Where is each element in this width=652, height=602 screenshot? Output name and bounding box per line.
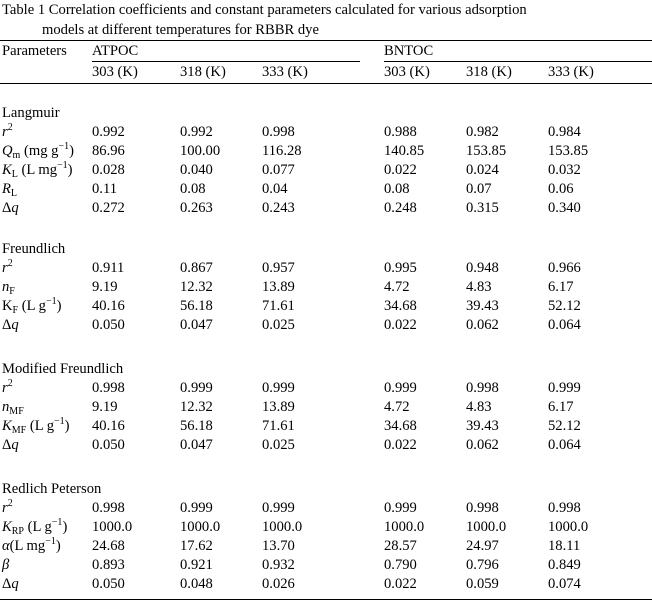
table-cell-value: 0.992 (180, 124, 213, 140)
parameter-unit: (L mg (17, 162, 58, 178)
table-cell-value: 0.032 (548, 162, 581, 178)
table-cell-value: 0.263 (180, 200, 213, 216)
table-cell-value: 34.68 (384, 298, 417, 314)
table-cell-value: 140.85 (384, 143, 425, 159)
caption-line-2: models at different temperatures for RBBR dye (42, 22, 319, 38)
table-cell-value: 0.999 (262, 500, 295, 516)
table-cell-value: 0.028 (92, 162, 125, 178)
parameter-symbol: K (2, 418, 12, 434)
parameter-symbol-tail: q (11, 200, 19, 216)
parameter-label (2, 417, 70, 435)
table-cell-value: 9.19 (92, 279, 118, 295)
parameter-superscript: 2 (7, 122, 13, 133)
parameter-symbol: R (2, 181, 11, 197)
table-cell-value: 0.998 (548, 500, 581, 516)
parameter-symbol: K (2, 162, 12, 178)
table-cell-value: 0.999 (384, 380, 417, 396)
table-cell-value: 0.790 (384, 557, 417, 573)
parameter-label (2, 436, 19, 454)
table-cell-value: 0.998 (466, 500, 499, 516)
parameter-unit-close: ) (67, 162, 73, 178)
table-cell-value: 0.08 (180, 181, 206, 197)
parameter-subscript: L (10, 188, 18, 199)
table-cell-value: 0.08 (384, 181, 410, 197)
table-cell-value: 0.999 (384, 500, 417, 516)
parameter-label (2, 161, 73, 179)
table-cell-value: 24.68 (92, 538, 125, 554)
parameter-label (2, 278, 15, 296)
parameter-symbol-tail: q (11, 576, 19, 592)
parameter-unit-exponent: −1 (45, 536, 56, 547)
table-cell-value: 1000.0 (466, 519, 507, 535)
table-cell-value: 71.61 (262, 418, 295, 434)
table-cell-value: 28.57 (384, 538, 417, 554)
table-cell-value: 0.064 (548, 437, 581, 453)
table-cell-value: 0.966 (548, 260, 581, 276)
table-cell-value: 0.050 (92, 317, 125, 333)
table-cell-value: 0.984 (548, 124, 581, 140)
table-cell-value: 39.43 (466, 418, 499, 434)
header-bottom-rule (0, 83, 652, 84)
table-cell-value: 0.059 (466, 576, 499, 592)
table-cell-value: 1000.0 (262, 519, 303, 535)
table-cell-value: 40.16 (92, 418, 125, 434)
table-cell-value: 6.17 (548, 279, 574, 295)
parameter-label (2, 199, 19, 217)
table-cell-value: 4.83 (466, 399, 492, 415)
parameter-superscript: 2 (7, 498, 13, 509)
parameter-unit: (L g (26, 418, 55, 434)
parameter-symbol: Δ (2, 200, 12, 216)
parameter-unit-exponent: −1 (45, 296, 57, 307)
parameter-label (2, 556, 9, 574)
table-cell-value: 71.61 (262, 298, 295, 314)
table-cell-value: 0.340 (548, 200, 581, 216)
table-cell-value: 0.982 (466, 124, 499, 140)
header-temp: 318 (K) (466, 64, 512, 80)
header-temp: 333 (K) (262, 64, 308, 80)
table-cell-value: 0.050 (92, 576, 125, 592)
table-cell-value: 153.85 (466, 143, 507, 159)
parameter-symbol: K (2, 298, 13, 314)
parameter-label (2, 537, 61, 555)
parameter-symbol-tail: q (11, 317, 19, 333)
table-cell-value: 0.957 (262, 260, 295, 276)
parameter-symbol: Δ (2, 317, 12, 333)
section-title: Langmuir (2, 105, 60, 121)
parameter-unit-close: ) (69, 143, 74, 159)
parameter-label (2, 575, 19, 593)
table-cell-value: 4.72 (384, 279, 410, 295)
table-cell-value: 0.893 (92, 557, 125, 573)
parameter-label (2, 316, 19, 334)
table-cell-value: 0.025 (262, 317, 295, 333)
parameter-symbol: r (2, 124, 8, 140)
table-cell-value: 0.047 (180, 317, 213, 333)
parameter-symbol: Δ (2, 576, 12, 592)
table-cell-value: 13.89 (262, 399, 295, 415)
table-cell-value: 0.04 (262, 181, 288, 197)
table-cell-value: 4.72 (384, 399, 410, 415)
parameter-subscript: MF (11, 425, 27, 436)
atpoc-rule (92, 61, 360, 62)
table-cell-value: 0.022 (384, 437, 417, 453)
parameter-symbol: r (2, 500, 8, 516)
table-cell-value: 0.999 (262, 380, 295, 396)
table-cell-value: 1000.0 (92, 519, 133, 535)
header-temp: 318 (K) (180, 64, 226, 80)
parameter-label (2, 518, 67, 536)
table-cell-value: 0.064 (548, 317, 581, 333)
table-cell-value: 0.867 (180, 260, 213, 276)
parameter-symbol: Q (2, 143, 13, 159)
parameter-label (2, 379, 13, 397)
table-cell-value: 0.998 (466, 380, 499, 396)
parameter-symbol: n (2, 399, 10, 415)
table-cell-value: 12.32 (180, 279, 213, 295)
bntoc-rule (384, 61, 652, 62)
bottom-rule (0, 599, 652, 600)
section-title: Freundlich (2, 241, 66, 257)
table-cell-value: 0.315 (466, 200, 499, 216)
table-cell-value: 0.11 (92, 181, 117, 197)
parameter-symbol-tail: q (11, 437, 19, 453)
table-cell-value: 0.998 (92, 380, 125, 396)
caption-line-1: Table 1 Correlation coefficients and constant parameters calculated for various adsorption (2, 2, 527, 18)
table-cell-value: 0.022 (384, 576, 417, 592)
parameter-symbol: K (2, 519, 12, 535)
parameter-subscript: RP (11, 526, 24, 537)
table-cell-value: 1000.0 (384, 519, 425, 535)
table-cell-value: 0.040 (180, 162, 213, 178)
parameter-label (2, 297, 61, 315)
table-cell-value: 52.12 (548, 298, 581, 314)
parameter-unit-close: ) (55, 538, 61, 554)
table-cell-value: 12.32 (180, 399, 213, 415)
table-cell-value: 34.68 (384, 418, 417, 434)
parameter-unit-exponent: −1 (54, 416, 65, 427)
table-cell-value: 116.28 (262, 143, 302, 159)
parameter-subscript: F (12, 305, 19, 316)
parameter-symbol: α (2, 538, 10, 554)
table-cell-value: 13.89 (262, 279, 295, 295)
header-temp: 303 (K) (384, 64, 430, 80)
table-cell-value: 0.06 (548, 181, 574, 197)
parameter-label (2, 398, 24, 416)
parameter-unit: (mg g (20, 143, 59, 159)
parameter-symbol: r (2, 380, 8, 396)
table-cell-value: 0.911 (92, 260, 125, 276)
parameter-symbol: n (2, 279, 10, 295)
table-cell-value: 0.272 (92, 200, 125, 216)
header-group-bntoc: BNTOC (384, 43, 434, 59)
table-cell-value: 0.026 (262, 576, 295, 592)
parameter-unit-exponent: −1 (58, 141, 70, 152)
table-cell-value: 0.074 (548, 576, 581, 592)
table-cell-value: 153.85 (548, 143, 589, 159)
header-parameters: Parameters (2, 43, 67, 59)
parameter-symbol: Δ (2, 437, 12, 453)
table-cell-value: 0.849 (548, 557, 581, 573)
table-cell-value: 13.70 (262, 538, 295, 554)
parameter-unit-close: ) (64, 418, 70, 434)
table-cell-value: 86.96 (92, 143, 125, 159)
table-cell-value: 24.97 (466, 538, 499, 554)
table-cell-value: 18.11 (548, 538, 581, 554)
table-cell-value: 1000.0 (180, 519, 221, 535)
table-cell-value: 6.17 (548, 399, 574, 415)
table-cell-value: 40.16 (92, 298, 125, 314)
parameter-unit-close: ) (56, 298, 62, 314)
parameter-symbol: β (2, 557, 10, 573)
parameter-label (2, 259, 13, 277)
parameter-subscript: F (9, 286, 15, 297)
parameter-label (2, 180, 17, 198)
header-temp: 333 (K) (548, 64, 594, 80)
table-cell-value: 0.921 (180, 557, 213, 573)
table-cell-value: 0.077 (262, 162, 295, 178)
parameter-subscript: m (12, 150, 21, 161)
table-cell-value: 100.00 (180, 143, 221, 159)
parameter-unit-exponent: −1 (51, 517, 63, 528)
table-cell-value: 0.048 (180, 576, 213, 592)
parameter-subscript: L (11, 169, 18, 180)
table-cell-value: 0.07 (466, 181, 492, 197)
table-cell-value: 0.948 (466, 260, 499, 276)
parameter-superscript: 2 (7, 378, 13, 389)
header-temp: 303 (K) (92, 64, 138, 80)
parameter-label (2, 142, 74, 160)
header-group-atpoc: ATPOC (92, 43, 139, 59)
table-cell-value: 0.243 (262, 200, 295, 216)
parameter-superscript: 2 (7, 258, 13, 269)
table-cell-value: 0.999 (548, 380, 581, 396)
section-title: Redlich Peterson (2, 481, 102, 497)
table-cell-value: 0.998 (92, 500, 125, 516)
table-cell-value: 0.988 (384, 124, 417, 140)
table-cell-value: 0.022 (384, 162, 417, 178)
table-cell-value: 0.796 (466, 557, 499, 573)
table-cell-value: 4.83 (466, 279, 492, 295)
parameter-subscript: MF (9, 406, 24, 417)
table-cell-value: 0.024 (466, 162, 499, 178)
table-cell-value: 39.43 (466, 298, 499, 314)
parameter-label (2, 499, 13, 517)
table-cell-value: 0.062 (466, 437, 499, 453)
parameter-unit-exponent: −1 (57, 160, 68, 171)
parameter-label (2, 123, 13, 141)
table-cell-value: 0.998 (262, 124, 295, 140)
table-cell-value: 0.999 (180, 380, 213, 396)
table-cell-value: 17.62 (180, 538, 213, 554)
table-cell-value: 0.248 (384, 200, 417, 216)
section-title: Modified Freundlich (2, 361, 124, 377)
table-cell-value: 56.18 (180, 298, 213, 314)
table-cell-value: 0.025 (262, 437, 295, 453)
table-cell-value: 0.050 (92, 437, 125, 453)
table-cell-value: 0.022 (384, 317, 417, 333)
table-cell-value: 0.047 (180, 437, 213, 453)
table-cell-value: 1000.0 (548, 519, 589, 535)
table-cell-value: 52.12 (548, 418, 581, 434)
table-cell-value: 56.18 (180, 418, 213, 434)
top-rule (0, 40, 652, 41)
table-cell-value: 0.992 (92, 124, 125, 140)
parameter-symbol: r (2, 260, 8, 276)
table-cell-value: 0.995 (384, 260, 417, 276)
table-cell-value: 0.999 (180, 500, 213, 516)
parameter-unit: (L mg (9, 538, 46, 554)
table-cell-value: 0.932 (262, 557, 295, 573)
parameter-unit: (L g (23, 519, 52, 535)
table-cell-value: 0.062 (466, 317, 499, 333)
table-cell-value: 9.19 (92, 399, 118, 415)
table-caption (2, 0, 650, 40)
parameter-unit: (L g (18, 298, 46, 314)
parameter-unit-close: ) (62, 519, 68, 535)
